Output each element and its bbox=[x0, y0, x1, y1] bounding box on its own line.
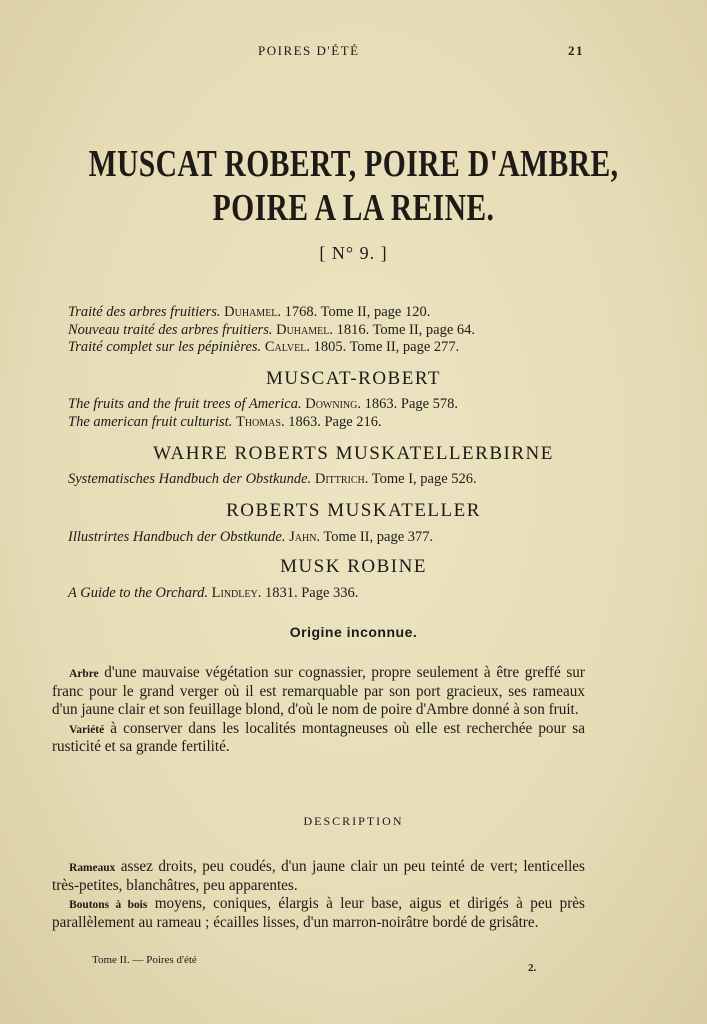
reference: The american fruit culturist. Thomas. 1863. Page 216. bbox=[68, 413, 382, 430]
description-body bbox=[52, 858, 585, 932]
synonym-heading: ROBERTS MUSKATELLER bbox=[226, 500, 481, 521]
origin-heading: Origine inconnue. bbox=[289, 624, 418, 640]
synonym-heading: MUSK ROBINE bbox=[280, 556, 427, 577]
reference-list-4 bbox=[68, 529, 588, 547]
paragraph: Boutons à bois moyens, coniques, élargis à leur base, aigus et dirigés à peu près parallèlement au rameau ; écailles lisses, d'un marron-noirâtre bordé de grisâtre. bbox=[52, 895, 585, 931]
page-number: 21 bbox=[568, 43, 584, 58]
synonym-heading: WAHRE ROBERTS MUSKATELLERBIRNE bbox=[153, 443, 554, 464]
variety-number: [ N° 9. ] bbox=[319, 243, 388, 263]
reference: Systematisches Handbuch der Obstkunde. Dittrich. Tome I, page 526. bbox=[68, 471, 477, 487]
paragraph: Arbre d'une mauvaise végétation sur cognassier, propre seulement à être greffé sur franc pour le grand verger où il est remarquable par son port gracieux, ses rameaux d'un jaune clair et son feuillage blond, d'où le nom de poire d'Ambre donné à son fruit. bbox=[52, 664, 585, 718]
reference: Traité des arbres fruitiers. Duhamel. 1768. Tome II, page 120. bbox=[68, 304, 431, 320]
reference-list-5 bbox=[68, 585, 588, 603]
synonym-heading: MUSCAT-ROBERT bbox=[266, 368, 441, 389]
reference-list-3 bbox=[68, 471, 588, 489]
paragraph: Rameaux assez droits, peu coudés, d'un jaune clair un peu teinté de vert; lenticelles très-petites, blanchâtres, peu apparentes. bbox=[52, 858, 585, 894]
reference: A Guide to the Orchard. Lindley. 1831. Page 336. bbox=[68, 585, 359, 601]
paragraph: Variété à conserver dans les localités montagneuses où elle est recherchée pour sa rusticité et sa grande fertilité. bbox=[52, 719, 585, 755]
reference: Traité complet sur les pépinières. Calvel. 1805. Tome II, page 277. bbox=[68, 339, 460, 355]
reference-list-1 bbox=[68, 304, 588, 357]
title-line-1: MUSCAT ROBERT, POIRE D'AMBRE, bbox=[88, 143, 619, 185]
reference-list-2 bbox=[68, 396, 588, 431]
description-heading: DESCRIPTION bbox=[303, 814, 404, 828]
reference: The fruits and the fruit trees of America. Downing. 1863. Page 578. bbox=[68, 396, 459, 412]
reference: Illustrirtes Handbuch der Obstkunde. Jahn. Tome II, page 377. bbox=[68, 529, 434, 545]
tree-description bbox=[52, 664, 585, 757]
running-title: POIRES D'ÉTÉ bbox=[258, 43, 360, 58]
title-line-2: POIRE A LA REINE. bbox=[212, 187, 495, 229]
reference: Nouveau traité des arbres fruitiers. Duhamel. 1816. Tome II, page 64. bbox=[68, 321, 476, 338]
volume-footer: Tome II. — Poires d'été bbox=[92, 954, 197, 966]
signature-mark: 2. bbox=[528, 962, 537, 974]
